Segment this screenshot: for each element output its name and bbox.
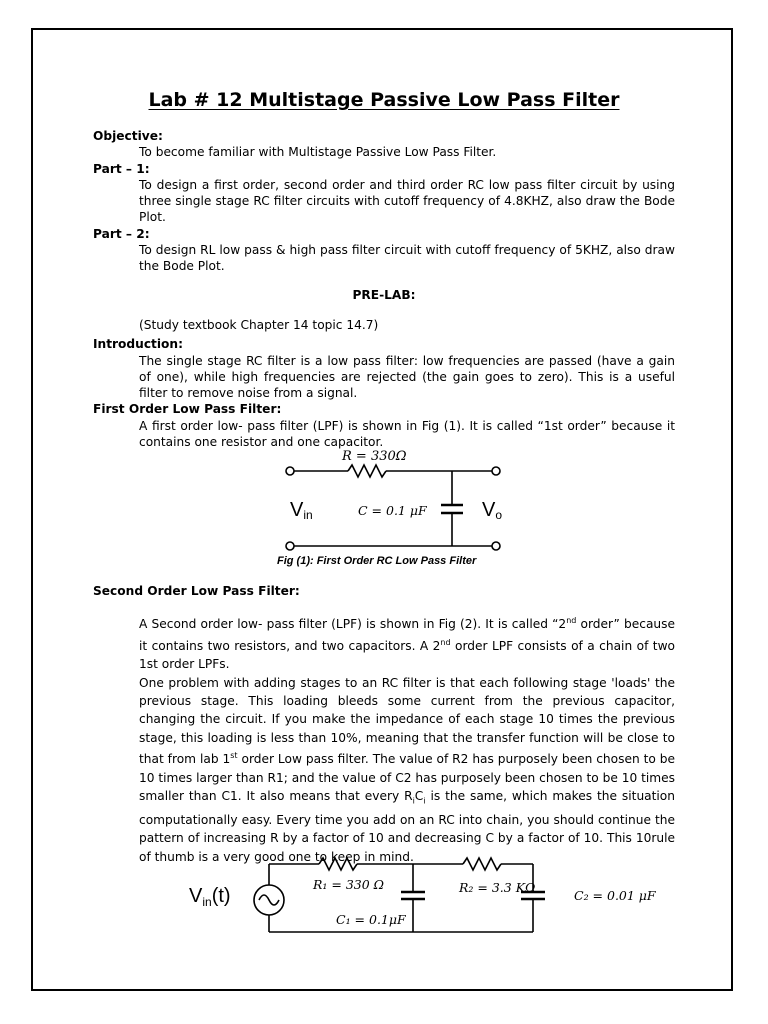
figure1-caption: Fig (1): First Order RC Low Pass Filter	[277, 555, 477, 567]
study-reference: (Study textbook Chapter 14 topic 14.7)	[139, 317, 379, 332]
part2-text: To design RL low pass & high pass filter circuit with cutoff frequency of 5KHZ, also draw the Bode Plot.	[139, 243, 675, 274]
objective-text: To become familiar with Multistage Passive Low Pass Filter.	[139, 145, 497, 160]
c1-label: C₁ = 0.1μF	[336, 912, 406, 927]
output-terminal-top	[492, 467, 500, 475]
first-order-circuit-diagram	[270, 446, 520, 570]
c2-label: C₂ = 0.01 μF	[574, 888, 656, 903]
input-terminal-bottom	[286, 542, 294, 550]
part1-heading: Part – 1:	[93, 161, 150, 176]
vin-t-suffix: (t)	[211, 885, 231, 907]
output-terminal-bottom	[492, 542, 500, 550]
first-order-text: A first order low- pass filter (LPF) is shown in Fig (1). It is called “1st order” because it contains one resistor and one capacitor.	[139, 418, 675, 450]
part2-heading: Part – 2:	[93, 226, 150, 241]
second-order-heading: Second Order Low Pass Filter:	[93, 584, 300, 598]
svg-text:Vin	[290, 499, 313, 522]
vo-label: V	[482, 499, 496, 521]
second-order-paragraph-1: A Second order low- pass filter (LPF) is shown in Fig (2). It is called “2nd order” because it contains two resistors, and two capacitors. A 2nd order LPF consists of a chain of two 1st order LPFs.	[139, 616, 675, 672]
vin-t-subscript: in	[202, 895, 212, 909]
vo-subscript: o	[495, 508, 503, 522]
introduction-text: The single stage RC filter is a low pass filter: low frequencies are passed (have a gain of one), while high frequencies are rejected (the gain goes to zero). This is a useful filter to remove noise from a signal.	[139, 353, 675, 401]
vin-subscript: in	[303, 508, 313, 522]
svg-text:Vin(t)	[189, 885, 231, 909]
resistor-label: R = 330Ω	[342, 449, 407, 464]
prelab-heading: PRE-LAB:	[352, 287, 416, 302]
resistor-r1-symbol	[319, 858, 357, 870]
resistor-symbol	[348, 465, 386, 477]
svg-text:Vo	[482, 499, 502, 522]
vin-label: V	[290, 499, 304, 521]
page-title: Lab # 12 Multistage Passive Low Pass Filter	[148, 89, 620, 111]
r1-label: R₁ = 330 Ω	[313, 877, 385, 892]
input-terminal-top	[286, 467, 294, 475]
second-order-section	[93, 583, 675, 866]
second-order-paragraph-2: One problem with adding stages to an RC filter is that each following stage 'loads' the previous stage. This loading bleeds some current from the previous capacitor, changing the circuit. If you make the impedance of each stage 10 times the previous stage, this loading is less than 10%, meaning that the transfer function will be close to that from lab 1st order Low pass filter. The value of R2 has purposely been chosen to be 10 times larger than R1; and the value of C2 has purposely been chosen to be 10 times smaller than C1. It also means that every $R_iC_i$ is the same, which makes the situation computationally easy. Every time you add on an RC into chain, you should continue the pattern of increasing R by a factor of 10 and decreasing C by a factor of 10. This 10rule of thumb is a very good one to keep in mind.	[139, 675, 675, 864]
capacitor-label: C = 0.1 μF	[358, 503, 427, 518]
vin-t-label: V	[189, 885, 203, 907]
introduction-heading: Introduction:	[93, 337, 183, 352]
second-order-circuit-diagram	[185, 850, 685, 945]
resistor-r2-symbol	[463, 858, 501, 870]
r2-label: R₂ = 3.3 KΩ	[459, 880, 536, 895]
objective-heading: Objective:	[93, 129, 163, 143]
first-order-heading: First Order Low Pass Filter:	[93, 402, 282, 417]
part1-text: To design a first order, second order and third order RC low pass filter circuit by using three single stage RC filter circuits with cutoff frequency of 4.8KHZ, also draw the Bode Plot.	[139, 177, 675, 225]
document-body	[93, 128, 675, 450]
